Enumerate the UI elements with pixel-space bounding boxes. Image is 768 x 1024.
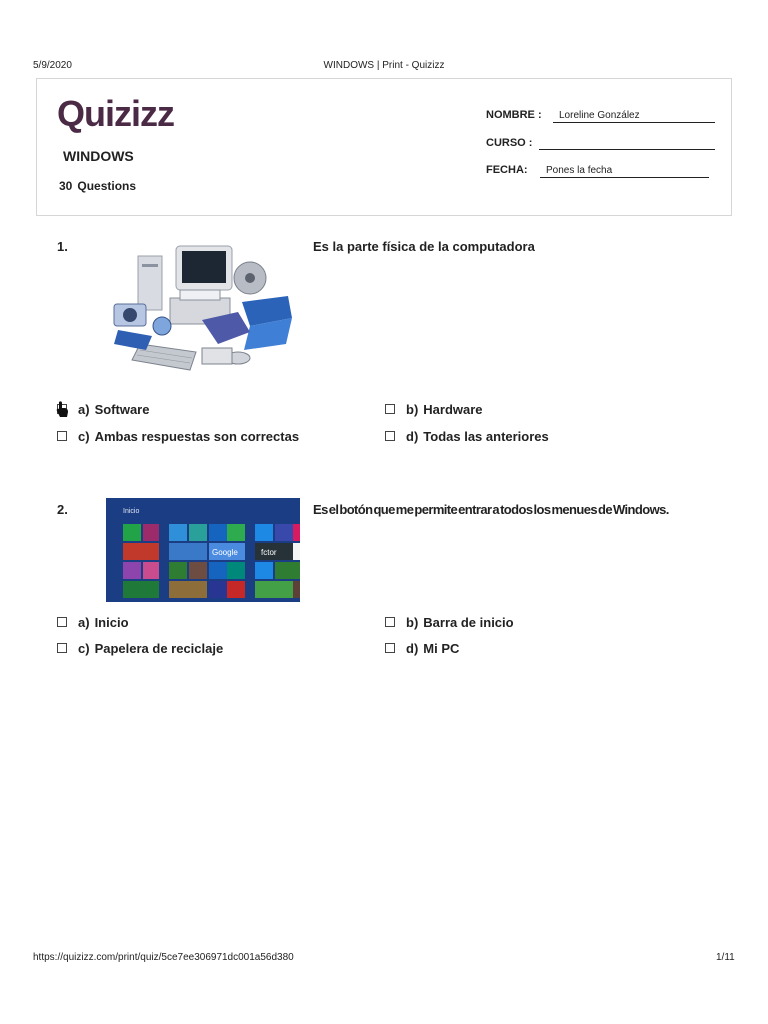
- quiz-header-card: [36, 78, 732, 216]
- logo-text: Quizizz: [57, 95, 174, 134]
- q1-option-a[interactable]: [57, 401, 149, 417]
- q2-option-d-checkbox[interactable]: [385, 643, 395, 653]
- q2-option-d-letter: d): [406, 640, 419, 656]
- question-2-text: Es el botón que me permite entrar a todos los menues de Windows.: [313, 502, 669, 517]
- q1-option-c-text: Ambas respuestas son correctas: [94, 428, 300, 444]
- hand-cursor-icon: [56, 401, 70, 419]
- q1-option-b-checkbox[interactable]: [385, 404, 395, 414]
- q2-option-c[interactable]: [57, 640, 223, 656]
- q1-option-d-checkbox[interactable]: [385, 431, 395, 441]
- curso-field[interactable]: [539, 136, 715, 150]
- q2-option-c-checkbox[interactable]: [57, 643, 67, 653]
- q2-option-b-checkbox[interactable]: [385, 617, 395, 627]
- q1-option-d[interactable]: [385, 428, 549, 444]
- q2-option-a-letter: a): [78, 614, 90, 630]
- nombre-label: NOMBRE :: [486, 109, 542, 121]
- q2-option-b-letter: b): [406, 614, 419, 630]
- question-count: [59, 179, 136, 193]
- q1-option-c-letter: c): [78, 428, 90, 444]
- svg-text:fctor: fctor: [261, 548, 277, 557]
- q2-option-a-text: Inicio: [94, 614, 129, 630]
- question-1-number: 1.: [57, 239, 68, 254]
- q1-option-b-letter: b): [406, 401, 419, 417]
- question-count-word: Questions: [77, 179, 137, 193]
- q2-option-b[interactable]: [385, 614, 514, 630]
- fecha-label: FECHA:: [486, 164, 528, 176]
- q1-option-c-checkbox[interactable]: [57, 431, 67, 441]
- footer-url: https://quizizz.com/print/quiz/5ce7ee306971dc001a56d380: [33, 952, 294, 963]
- footer-page-number: 1/11: [716, 952, 735, 963]
- curso-label: CURSO :: [486, 137, 533, 149]
- q1-option-a-letter: a): [78, 401, 90, 417]
- windows-start-screen-image: [106, 498, 300, 602]
- q1-option-d-letter: d): [406, 428, 419, 444]
- nombre-field[interactable]: Loreline González: [553, 109, 715, 123]
- q1-option-d-text: Todas las anteriores: [423, 428, 549, 444]
- fecha-field[interactable]: Pones la fecha: [540, 164, 709, 178]
- print-date: 5/9/2020: [33, 60, 72, 71]
- q1-option-a-checkbox[interactable]: [57, 404, 67, 414]
- start-screen-label: Inicio: [123, 508, 140, 515]
- question-2-number: 2.: [57, 502, 68, 517]
- quizizz-logo: [57, 95, 193, 135]
- question-count-number: 30: [59, 179, 73, 193]
- question-1-text: Es la parte física de la computadora: [313, 239, 535, 254]
- q1-option-b[interactable]: [385, 401, 483, 417]
- computer-hardware-image: [110, 240, 296, 380]
- q2-option-c-letter: c): [78, 640, 90, 656]
- q2-option-a[interactable]: [57, 614, 129, 630]
- q1-option-b-text: Hardware: [423, 401, 483, 417]
- q2-option-d[interactable]: [385, 640, 459, 656]
- q2-option-b-text: Barra de inicio: [423, 614, 514, 630]
- q1-option-c[interactable]: [57, 428, 299, 444]
- q1-option-a-text: Software: [94, 401, 150, 417]
- print-title: WINDOWS | Print - Quizizz: [323, 60, 445, 71]
- q2-option-a-checkbox[interactable]: [57, 617, 67, 627]
- quiz-title: WINDOWS: [63, 148, 134, 164]
- svg-text:Google: Google: [212, 548, 238, 557]
- q2-option-c-text: Papelera de reciclaje: [94, 640, 224, 656]
- q2-option-d-text: Mi PC: [423, 640, 460, 656]
